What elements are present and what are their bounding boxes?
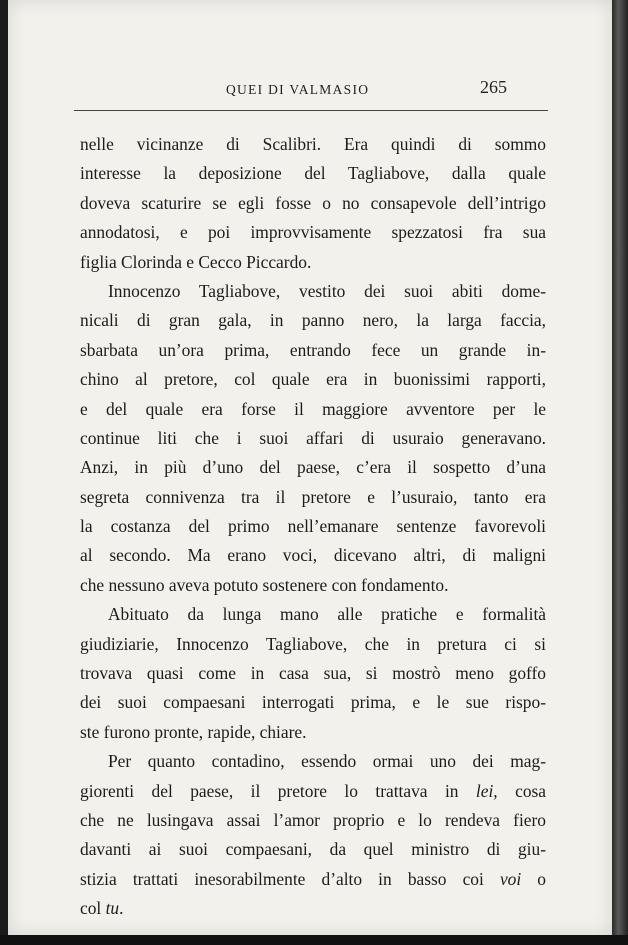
italic-word: tu — [105, 898, 120, 919]
text-line: al secondo. Ma erano voci, dicevano altri, di maligni — [80, 545, 546, 566]
text-line: la costanza del primo nell’emanare sentenze favorevoli — [80, 516, 546, 537]
text-line: annodatosi, e poi improvvisamente spezzatosi fra sua — [80, 222, 546, 243]
italic-word: lei, — [475, 780, 498, 801]
text-line: nicali di gran gala, in panno nero, la larga faccia, — [80, 310, 546, 331]
text-line: Anzi, in più d’uno del paese, c’era il sospetto d’una — [80, 457, 546, 478]
text-line: nelle vicinanze di Scalibri. Era quindi di sommo — [80, 134, 546, 154]
text-line: Abituato da lunga mano alle pratiche e formalità — [108, 604, 546, 625]
text-line: che nessuno aveva potuto sostenere con fondamento. — [80, 574, 449, 595]
book-page — [8, 0, 612, 935]
text-line: chino al pretore, col quale era in buonissimi rapporti, — [80, 369, 546, 390]
text-line — [80, 894, 546, 923]
italic-word: voi — [499, 868, 522, 889]
text-line: doveva scaturire se egli fosse o no consapevole dell’intrigo — [80, 192, 546, 213]
text-line — [80, 865, 546, 894]
text-line: Innocenzo Tagliabove, vestito dei suoi abiti dome- — [108, 280, 546, 301]
text-line: continue liti che i suoi affari di usuraio generavano. — [80, 427, 546, 448]
text-segment: col — [80, 898, 106, 919]
text-segment: giorenti del paese, il pretore lo trattava in — [80, 780, 476, 801]
text-line: interesse la deposizione del Tagliabove, dalla quale — [80, 163, 546, 184]
body-text — [80, 130, 546, 924]
text-line — [80, 777, 546, 806]
text-line: che ne lusingava assai l’amor proprio e lo rendeva fiero — [80, 809, 546, 830]
text-segment: o — [521, 868, 546, 889]
text-line: giudiziarie, Innocenzo Tagliabove, che in pretura ci si — [80, 633, 546, 654]
text-line: e del quale era forse il maggiore avventore per le — [80, 398, 546, 419]
text-line: dei suoi compaesani interrogati prima, e le sue rispo- — [80, 692, 546, 713]
page-header — [8, 76, 612, 100]
header-rule — [74, 110, 548, 111]
text-line: trovava quasi come in casa sua, si mostrò meno goffo — [80, 663, 546, 684]
text-line: sbarbata un’ora prima, entrando fece un grande in- — [80, 339, 546, 360]
text-line: davanti ai suoi compaesani, da quel ministro di giu- — [80, 839, 546, 860]
running-title: QUEI DI VALMASIO — [226, 82, 370, 97]
text-line: segreta connivenza tra il pretore e l’usuraio, tanto era — [80, 486, 546, 507]
text-line: Per quanto contadino, essendo ormai uno dei mag- — [108, 751, 546, 772]
scan-bottom-edge — [0, 935, 628, 945]
book-spine-edge — [612, 0, 628, 945]
text-line: ste furono pronte, rapide, chiare. — [80, 721, 307, 742]
text-line: figlia Clorinda e Cecco Piccardo. — [80, 251, 312, 272]
page-number: 265 — [480, 77, 507, 97]
text-segment: . — [119, 898, 124, 919]
text-segment: cosa — [497, 780, 546, 801]
text-segment: stizia trattati inesorabilmente d’alto in basso coi — [80, 868, 500, 889]
